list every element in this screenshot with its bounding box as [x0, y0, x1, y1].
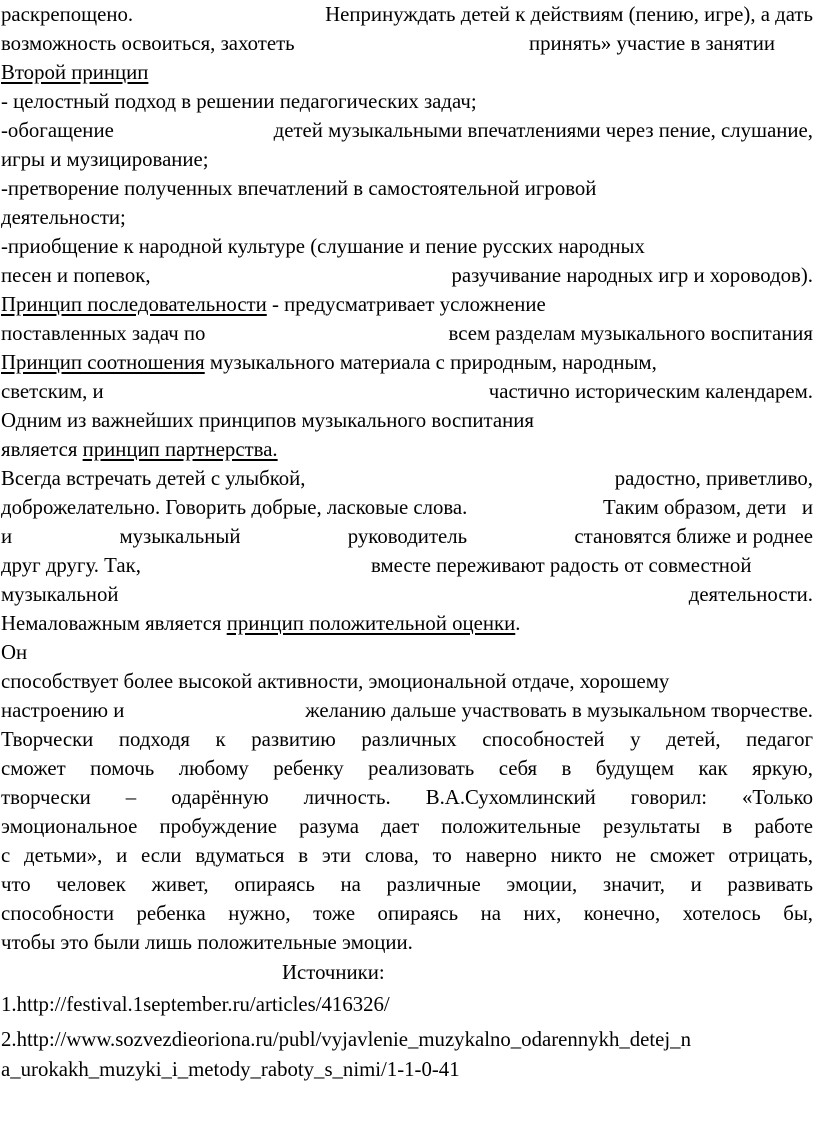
text-line	[1, 667, 813, 696]
text-line	[1, 29, 813, 58]
paragraph-line: сможет помочь любому ребенку реализовать себя в будущем как яркую,	[1, 757, 813, 780]
text-fragment: деятельности.	[688, 583, 813, 606]
text-fragment: разучивание народных игр и хороводов).	[451, 264, 813, 287]
text-fragment: желанию дальше участвовать в музыкальном творчестве.	[305, 699, 813, 722]
principle-term: принцип партнерства.	[82, 438, 278, 461]
text-fragment: поставленных задач по	[1, 322, 206, 345]
text-line	[1, 377, 813, 406]
text-fragment: -претворение полученных впечатлений в самостоятельной игровой	[1, 177, 597, 200]
text-line	[1, 116, 813, 145]
text-fragment: Он	[1, 641, 28, 664]
text-line	[1, 522, 813, 551]
text-fragment: частично историческим календарем.	[488, 380, 813, 403]
text-fragment: Непринуждать детей к действиям (пению, игре), а дать	[325, 3, 813, 26]
text-fragment: музыкальный	[119, 525, 241, 548]
text-line	[1, 0, 813, 29]
text-line	[1, 696, 813, 725]
text-line	[1, 145, 813, 174]
text-fragment: является	[1, 438, 83, 461]
text-line	[1, 232, 813, 261]
paragraph-line: способности ребенка нужно, тоже опираясь на них, конечно, хотелось бы,	[1, 902, 813, 925]
text-fragment: Одним из важнейших принципов музыкального воспитания	[1, 409, 534, 432]
text-line	[1, 87, 813, 116]
text-line	[1, 348, 813, 377]
paragraph-line: творчески – одарённую личность. В.А.Сухомлинский говорил: «Только	[1, 786, 813, 809]
text-fragment: всем разделам музыкального воспитания	[448, 322, 813, 345]
text-fragment: Всегда встречать детей с улыбкой,	[1, 467, 306, 490]
text-fragment: -приобщение к народной культуре (слушание и пение русских народных	[1, 235, 645, 258]
text-fragment: настроению и	[1, 699, 125, 722]
text-line	[1, 261, 813, 290]
text-line	[1, 551, 813, 580]
principle-term: Принцип соотношения	[1, 351, 205, 374]
paragraph-line: с детьми», и если вдуматься в эти слова, то наверно никто не сможет отрицать,	[1, 844, 813, 867]
section-heading-text: Второй принцип	[1, 61, 149, 84]
principle-term: Принцип последовательности	[1, 293, 267, 316]
section-heading	[1, 58, 813, 87]
text-line	[1, 580, 813, 609]
text-line	[1, 319, 813, 348]
text-fragment: и	[1, 525, 13, 548]
text-fragment: возможность освоиться, захотеть	[1, 32, 295, 55]
text-fragment: вместе переживают радость от совместной	[371, 554, 752, 577]
text-line	[1, 464, 813, 493]
text-fragment: -обогащение	[1, 119, 114, 142]
text-fragment: Таким образом, дети и	[602, 496, 813, 519]
text-line	[1, 493, 813, 522]
paragraph-line: Творчески подходя к развитию различных способностей у детей, педагог	[1, 728, 813, 751]
text-fragment: деятельности;	[1, 206, 126, 229]
principle-term: принцип положительной оценки	[226, 612, 516, 635]
text-fragment: радостно, приветливо,	[614, 467, 813, 490]
text-line	[1, 174, 813, 203]
source-link-1[interactable]: 1.http://festival.1september.ru/articles/416326/	[1, 993, 390, 1016]
source-link-2[interactable]: 2.http://www.sozvezdieoriona.ru/publ/vyjavlenie_muzykalno_odarennykh_detej_n	[1, 1028, 691, 1051]
source-link-2-continuation[interactable]: a_urokakh_muzyki_i_metody_raboty_s_nimi/1-1-0-41	[1, 1058, 460, 1081]
text-fragment: - предусматривает усложнение	[266, 293, 546, 316]
paragraph-line: чтобы это были лишь положительные эмоции.	[1, 931, 413, 954]
text-fragment: музыкальной	[1, 583, 119, 606]
text-fragment: Немаловажным является	[1, 612, 227, 635]
text-fragment: друг другу. Так,	[1, 554, 141, 577]
text-line	[1, 203, 813, 232]
text-fragment: принять» участие в занятии	[529, 32, 775, 55]
text-fragment: способствует более высокой активности, эмоциональной отдаче, хорошему	[1, 670, 670, 693]
paragraph-line: что человек живет, опираясь на различные эмоции, значит, и развивать	[1, 873, 813, 896]
text-fragment: - целостный подход в решении педагогических задач;	[1, 90, 477, 113]
text-line	[1, 435, 813, 464]
text-line	[1, 406, 813, 435]
sources-heading: Источники:	[282, 961, 385, 984]
text-fragment: руководитель	[347, 525, 468, 548]
text-line	[1, 290, 813, 319]
text-fragment: игры и музицирование;	[1, 148, 209, 171]
text-fragment: светским, и	[1, 380, 104, 403]
text-line	[1, 638, 813, 667]
paragraph-line: эмоциональное пробуждение разума дает положительные результаты в работе	[1, 815, 813, 838]
text-fragment: песен и попевок,	[1, 264, 151, 287]
text-fragment: музыкального материала с природным, народным,	[204, 351, 657, 374]
text-fragment: становятся ближе и роднее	[574, 525, 813, 548]
text-fragment: детей музыкальными впечатлениями через пение, слушание,	[273, 119, 813, 142]
text-line	[1, 609, 813, 638]
text-fragment: раскрепощено.	[1, 3, 134, 26]
text-fragment: доброжелательно. Говорить добрые, ласковые слова.	[1, 496, 468, 519]
text-fragment: .	[515, 612, 521, 635]
